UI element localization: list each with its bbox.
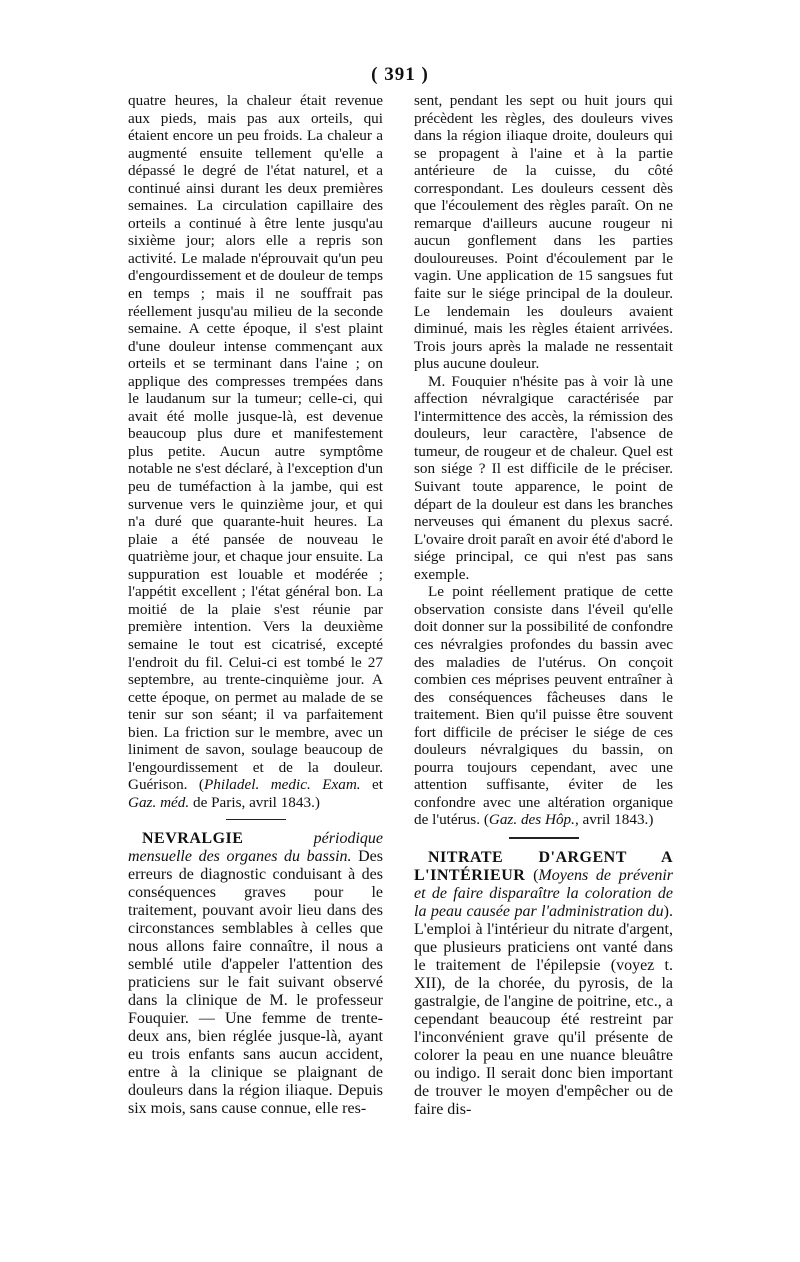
nevralgie-text: Des erreurs de diagnostic conduisant à des conséquences graves pour le traitement, pouvant avoir lieu dans des circonstances semblables à celles que nous allons faire connaître, il nous a semblé utile d'appeler l'attention des praticiens sur le fait suivant observé dans la clinique de M. le professeur Fouquier. — Une femme de trente-deux ans, bien réglée jusque-là, ayant eu trois enfants sans aucun accident, entre à la clinique se plaignant de douleurs dans la région iliaque. Depuis six mois, sans cause connue, elle res- <box>128 848 383 1118</box>
heading-paren-close: ). <box>663 902 673 920</box>
section-divider <box>226 819 286 820</box>
heading-paren-open: ( <box>525 866 539 884</box>
citation-journal: Gaz. méd. <box>128 793 190 811</box>
citation-journal: Gaz. des Hôp. <box>488 811 575 829</box>
paragraph-nevralgie <box>128 830 383 1118</box>
citation-journal: Philadel. medic. Exam. <box>204 776 361 794</box>
left-column <box>128 92 383 1118</box>
section-divider <box>509 837 579 839</box>
page-number: ( 391 ) <box>371 64 429 85</box>
practical-text: Le point réellement pratique de cette observation consiste dans l'éveil qu'elle doit donner sur la possibilité de confondre ces névralgies profondes du bassin avec des maladies de l'utérus. On conçoit combien ces méprises peuvent entraîner à des conséquences fâcheuses dans le traitement. Bien qu'il puisse être souvent fort difficile de préciser le siége de ces douleurs névralgiques du bassin, on pourra toujours cependant, avec une attention suffisante, éviter de les confondre avec une altération organique de l'utérus. <box>414 583 673 829</box>
section-subheading: périodique mensuelle des organes du bassin. <box>128 830 383 866</box>
nitrate-text: L'emploi à l'intérieur du nitrate d'argent, que plusieurs praticiens ont vanté dans le traitement de l'épilepsie (voyez t. XII), de la chorée, du pyrosis, de la gastralgie, de l'angine de poitrine, etc., a cependant beaucoup été restreint par l'inconvénient grave qu'il présente de colorer la peau en une nuance bleuâtre ou indigo. Il serait donc bien important de trouver le moyen d'empêcher ou de faire dis- <box>414 920 673 1118</box>
citation-open: ( <box>187 776 204 794</box>
right-column <box>414 92 673 1119</box>
section-heading: NITRATE D'ARGENT A L'INTÉRIEUR <box>414 848 673 884</box>
citation-open: ( <box>480 811 489 829</box>
paragraph-practical <box>414 583 673 829</box>
citation-tail: de Paris, avril 1843.) <box>189 793 320 811</box>
case-report-text: quatre heures, la chaleur était revenue aux pieds, mais pas aux orteils, qui étaient encore un peu froids. La chaleur a augmenté ensuite tellement qu'elle a dépassé le degré de l'état naturel, et a continué ainsi durant les deux premières semaines. La circulation capillaire des orteils a continué à être lente jusqu'au sixième jour; alors elle a repris son activité. Le malade n'éprouvait qu'un peu d'engourdissement et de douleur de temps en temps ; mais il ne souffrait pas réellement jusqu'au milieu de la seconde semaine. A cette époque, il s'est plaint d'une douleur intense commençant aux orteils et se terminant dans l'aine ; on applique des compresses trempées dans le laudanum sur la tumeur; celle-ci, qui avait été molle jusque-là, est devenue beaucoup plus dure et manifestement plus petite. Aucun autre symptôme notable ne s'est déclaré, à l'exception d'un peu de tuméfaction à la jambe, qui est survenue vers le quinzième jour, et qui n'a duré que quarante-huit heures. La plaie a été pansée de nouveau le quatrième jour, et chaque jour ensuite. La suppuration est louable et modérée ; l'appétit excellent ; l'état général bon. La moitié de la plaie s'est réunie par première intention. Vers la deuxième semaine le tout est cicatrisé, excepté l'endroit du fil. Celui-ci est tombé le 27 septembre, au trente-cinquième jour. A cette époque, on permet au malade de se tenir sur son séant; il va parfaitement bien. La friction sur le membre, avec un liniment de savon, soulage beaucoup de l'engourdissement et de la douleur. Guérison. <box>128 92 383 794</box>
paragraph-case-report <box>128 92 383 811</box>
paragraph-nitrate <box>414 849 673 1119</box>
section-heading: NEVRALGIE <box>142 830 244 848</box>
section-subheading: Moyens de prévenir et de faire disparaître la coloration de la peau causée par l'administration du <box>414 866 673 920</box>
citation-and: et <box>360 776 383 794</box>
citation-tail: , avril 1843.) <box>574 811 654 829</box>
paragraph-fouquier: M. Fouquier n'hésite pas à voir là une affection névralgique caractérisée par l'intermittence des accès, la rémission des douleurs, leur caractère, l'absence de tumeur, de rougeur et de chaleur. Quel est son siége ? Il est difficile de le préciser. Suivant toute apparence, le point de départ de la douleur est dans les branches nerveuses qui émanent du plexus sacré. L'ovaire droit paraît en avoir été d'abord le siége principal, ce qui n'est pas sans exemple. <box>414 372 673 583</box>
paragraph-continuation: sent, pendant les sept ou huit jours qui précèdent les règles, des douleurs vives dans la région iliaque droite, douleurs qui se propagent à l'aine et à la partie antérieure de la cuisse, du côté correspondant. Les douleurs cessent dès que l'écoulement des règles paraît. On ne remarque d'ailleurs aucune rougeur ni aucun gonflement dans les parties douloureuses. Point d'écoulement par le vagin. Une application de 15 sangsues fut faite sur le siége principal de la douleur. Le lendemain les douleurs avaient diminué, mais les règles étaient arrivées. Trois jours après la malade ne ressentait plus aucune douleur. <box>414 92 673 373</box>
